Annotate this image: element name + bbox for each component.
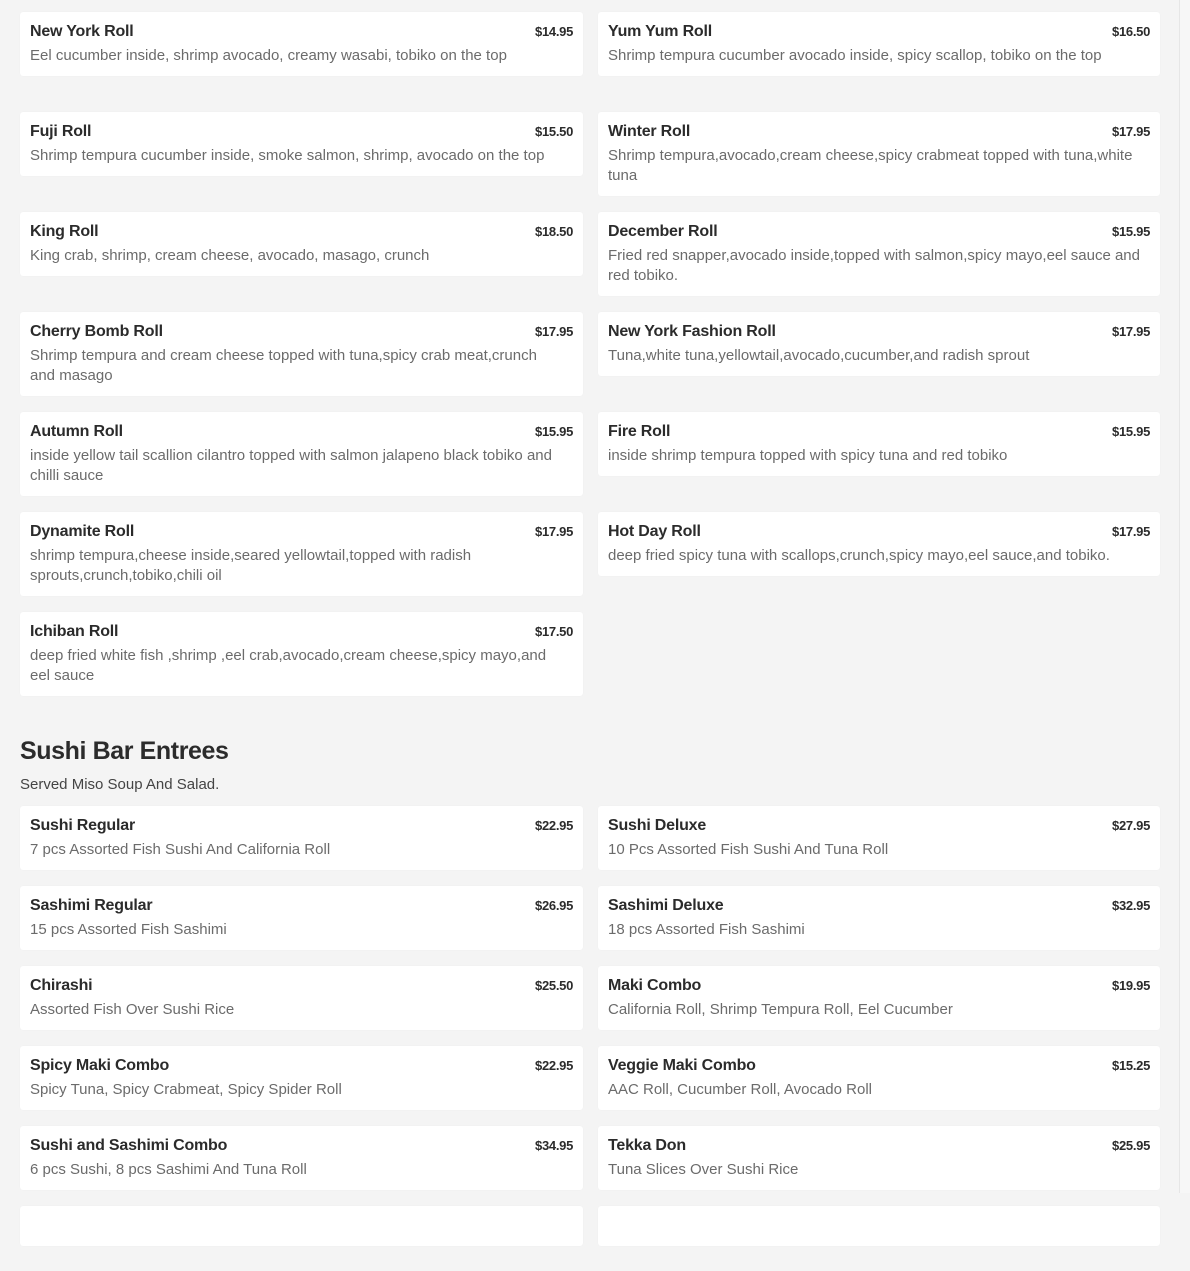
section-subtitle: Served Miso Soup And Salad. (20, 776, 220, 793)
item-description: King crab, shrimp, cream cheese, avocado, masago, crunch (30, 247, 430, 264)
item-description: 6 pcs Sushi, 8 pcs Sashimi And Tuna Roll (30, 1161, 307, 1178)
item-price: $18.50 (535, 224, 573, 239)
item-price: $16.50 (1112, 24, 1150, 39)
item-description: inside shrimp tempura topped with spicy tuna and red tobiko (608, 447, 1008, 464)
entrees-grid (20, 806, 1160, 1271)
item-description: 7 pcs Assorted Fish Sushi And California Roll (30, 841, 331, 858)
menu-item-veggie-maki-combo[interactable] (598, 1046, 1160, 1110)
item-price: $25.50 (535, 978, 573, 993)
menu-item-chirashi[interactable] (20, 966, 583, 1030)
item-name: Cherry Bomb Roll (30, 323, 163, 340)
item-name: Hot Day Roll (608, 523, 701, 540)
item-price: $17.50 (535, 624, 573, 639)
item-name: Dynamite Roll (30, 523, 135, 540)
item-description: Shrimp tempura and cream cheese topped with tuna,spicy crab meat,crunch and masago (30, 347, 537, 384)
item-description: Shrimp tempura cucumber avocado inside, spicy scallop, tobiko on the top (608, 47, 1102, 64)
item-price: $17.95 (1112, 324, 1150, 339)
menu-item-new-york-roll[interactable] (20, 12, 583, 76)
menu-item-king-roll[interactable] (20, 212, 583, 276)
menu-item-sashimi-regular[interactable] (20, 886, 583, 950)
item-description: Assorted Fish Over Sushi Rice (30, 1001, 235, 1018)
item-name: December Roll (608, 223, 718, 240)
item-description: AAC Roll, Cucumber Roll, Avocado Roll (608, 1081, 873, 1098)
item-name: Winter Roll (608, 123, 691, 140)
item-price: $17.95 (535, 524, 573, 539)
item-price: $19.95 (1112, 978, 1150, 993)
menu-item-sushi-regular[interactable] (20, 806, 583, 870)
item-description: Shrimp tempura cucumber inside, smoke salmon, shrimp, avocado on the top (30, 147, 545, 164)
item-description: deep fried spicy tuna with scallops,crunch,spicy mayo,eel sauce,and tobiko. (608, 547, 1110, 564)
item-price: $15.25 (1112, 1058, 1150, 1073)
item-name: King Roll (30, 223, 99, 240)
menu-item-dynamite-roll[interactable] (20, 512, 583, 596)
item-description: shrimp tempura,cheese inside,seared yellowtail,topped with radish sprouts,crunch,tobiko,chili oil (30, 547, 472, 584)
item-description: Shrimp tempura,avocado,cream cheese,spicy crabmeat topped with tuna,white tuna (608, 147, 1133, 184)
menu-item-tekka-don[interactable] (598, 1126, 1160, 1190)
item-price: $15.95 (535, 424, 573, 439)
item-name: Sashimi Deluxe (608, 897, 724, 914)
item-description: Eel cucumber inside, shrimp avocado, creamy wasabi, tobiko on the top (30, 47, 507, 64)
item-name: Sushi Deluxe (608, 817, 707, 834)
item-description: Tuna Slices Over Sushi Rice (608, 1161, 799, 1178)
menu-item-sushi-deluxe[interactable] (598, 806, 1160, 870)
item-name: Autumn Roll (30, 423, 123, 440)
menu-item-fire-roll[interactable] (598, 412, 1160, 476)
menu-item-new-york-fashion-roll[interactable] (598, 312, 1160, 376)
item-price: $17.95 (1112, 524, 1150, 539)
menu-item-sushi-and-sashimi-combo[interactable] (20, 1126, 583, 1190)
item-price: $34.95 (535, 1138, 573, 1153)
item-description: California Roll, Shrimp Tempura Roll, Eel Cucumber (608, 1001, 953, 1018)
item-price: $26.95 (535, 898, 573, 913)
menu-page (20, 12, 1160, 1271)
item-description: Fried red snapper,avocado inside,topped with salmon,spicy mayo,eel sauce and red tobiko. (608, 247, 1140, 284)
menu-item-winter-roll[interactable] (598, 112, 1160, 196)
item-description: Spicy Tuna, Spicy Crabmeat, Spicy Spider Roll (30, 1081, 342, 1098)
menu-item-autumn-roll[interactable] (20, 412, 583, 496)
item-description: deep fried white fish ,shrimp ,eel crab,avocado,cream cheese,spicy mayo,and eel sauce (30, 647, 547, 684)
item-price: $22.95 (535, 818, 573, 833)
rolls-grid (20, 12, 1160, 697)
item-price: $14.95 (535, 24, 573, 39)
item-price: $17.95 (535, 324, 573, 339)
menu-item-fuji-roll[interactable] (20, 112, 583, 176)
item-description: Tuna,white tuna,yellowtail,avocado,cucumber,and radish sprout (608, 347, 1030, 364)
menu-item-spicy-maki-combo[interactable] (20, 1046, 583, 1110)
item-description: inside yellow tail scallion cilantro topped with salmon jalapeno black tobiko and chilli sauce (30, 447, 552, 484)
item-price: $15.95 (1112, 224, 1150, 239)
item-price: $25.95 (1112, 1138, 1150, 1153)
menu-item-cutoff[interactable] (598, 1206, 1160, 1246)
page-scrollbar[interactable] (1179, 0, 1190, 1193)
item-price: $15.95 (1112, 424, 1150, 439)
item-name: Sushi and Sashimi Combo (30, 1137, 228, 1154)
menu-item-cutoff[interactable] (20, 1206, 583, 1246)
section-title: Sushi Bar Entrees (20, 737, 229, 765)
item-description: 18 pcs Assorted Fish Sashimi (608, 921, 805, 938)
menu-item-cherry-bomb-roll[interactable] (20, 312, 583, 396)
item-price: $17.95 (1112, 124, 1150, 139)
menu-item-yum-yum-roll[interactable] (598, 12, 1160, 76)
item-name: Spicy Maki Combo (30, 1057, 170, 1074)
item-price: $32.95 (1112, 898, 1150, 913)
item-name: Maki Combo (608, 977, 702, 994)
item-name: Fire Roll (608, 423, 671, 440)
item-name: New York Roll (30, 23, 134, 40)
item-name: Chirashi (30, 977, 93, 994)
item-description: 15 pcs Assorted Fish Sashimi (30, 921, 227, 938)
item-price: $15.50 (535, 124, 573, 139)
item-name: Sashimi Regular (30, 897, 153, 914)
menu-item-maki-combo[interactable] (598, 966, 1160, 1030)
item-name: Fuji Roll (30, 123, 92, 140)
menu-item-ichiban-roll[interactable] (20, 612, 583, 696)
item-name: New York Fashion Roll (608, 323, 776, 340)
item-description: 10 Pcs Assorted Fish Sushi And Tuna Roll (608, 841, 889, 858)
menu-item-hot-day-roll[interactable] (598, 512, 1160, 576)
item-name: Sushi Regular (30, 817, 135, 834)
menu-item-sashimi-deluxe[interactable] (598, 886, 1160, 950)
item-price: $27.95 (1112, 818, 1150, 833)
menu-item-december-roll[interactable] (598, 212, 1160, 296)
item-name: Yum Yum Roll (608, 23, 712, 40)
item-name: Ichiban Roll (30, 623, 119, 640)
item-price: $22.95 (535, 1058, 573, 1073)
item-name: Veggie Maki Combo (608, 1057, 756, 1074)
item-name: Tekka Don (608, 1137, 686, 1154)
